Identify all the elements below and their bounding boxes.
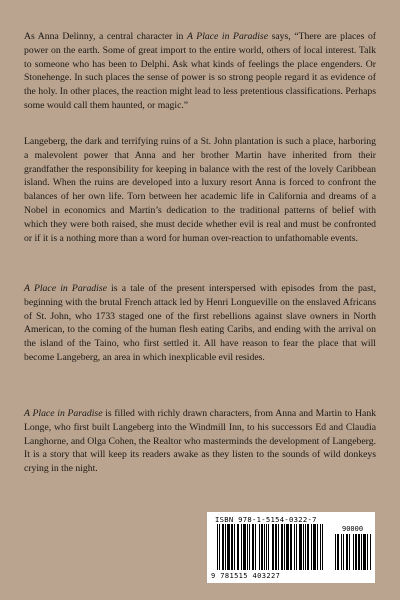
barcode-bar [353, 534, 354, 570]
barcode-bar [305, 524, 306, 570]
barcode-bar [255, 524, 256, 570]
barcode-bar [234, 524, 235, 570]
blurb-text: Langeberg, the dark and terrifying ruins of a St. John plantation is such a place, harboring a malevolent power that Anna and her brother Martin have inherited from their grandfather the responsibility for keeping in balance with the rest of the lovely Caribbean island. When the ruins are developed into a luxury resort Anna is forced to confront the balances of her own life. Torn between her academic life in California and dreams of a Nobel in economics and Martin’s dedication to the traditional patterns of belief with which they were both raised, she must decide whether evil is real and must be confronted or if it is a nothing more than a word for human over-reaction to unfathomable events. [24, 136, 376, 244]
book-title-italic: A Place in Paradise [24, 408, 103, 419]
barcode-bar [268, 524, 269, 570]
barcode-bar [337, 534, 339, 570]
barcode-bar [355, 534, 357, 570]
barcode-bar [227, 524, 230, 570]
blurb-paragraph-4 [24, 407, 376, 476]
barcode-bar [290, 524, 292, 570]
barcode-bar [335, 534, 336, 570]
barcode-bar [367, 534, 368, 570]
barcode-bar [343, 534, 344, 570]
barcode-bar [346, 534, 348, 570]
ean-digits: 9 781515 403227 [211, 572, 281, 580]
barcode-bar [303, 524, 304, 570]
barcode-bar [241, 524, 242, 570]
barcode-bar [286, 524, 289, 570]
barcode-bar [217, 524, 218, 570]
barcode-bar [225, 524, 226, 570]
barcode-bar [349, 534, 350, 570]
barcode-bar [264, 524, 265, 570]
barcode-bar [361, 534, 362, 570]
barcode-bar [219, 524, 220, 570]
isbn-barcode [207, 512, 375, 583]
barcode-bar [307, 524, 309, 570]
blurb-paragraph-2 [24, 135, 376, 245]
barcode-bar [231, 524, 233, 570]
blurb-text: says, “There are places of power on the earth. Some of great import to the entire world, others of local interest. Talk to someone who has been to Delphi. Ask what kinds of feelings the place engenders. Or Stonehenge. In such places the sense of power is so strong people regard it as evidence of the holy. In other places, the reaction might lead to less pretentious classifications. Perhaps some would call them haunted, or magic.” [24, 31, 377, 111]
barcode-bar [266, 524, 267, 570]
book-title-italic: A Place in Paradise [186, 31, 269, 42]
barcode-bar [272, 524, 274, 570]
barcode-bar [322, 524, 323, 570]
barcode-bar [341, 534, 342, 570]
barcode-bar [284, 524, 285, 570]
blurb-paragraph-3 [24, 282, 376, 365]
barcode-bar [281, 524, 283, 570]
barcode-bar [358, 534, 360, 570]
barcode-bar [294, 524, 295, 570]
barcode-bar [261, 524, 263, 570]
barcode-bar [278, 524, 279, 570]
barcode-bar [247, 524, 248, 570]
barcode-bar [370, 534, 371, 570]
barcode-bar [259, 524, 260, 570]
barcode-bar [311, 524, 312, 570]
barcode-bar [252, 524, 254, 570]
price-code: 90000 [342, 525, 364, 533]
blurb-paragraph-1 [24, 30, 376, 113]
blurb-text: is a tale of the present interspersed with episodes from the past, beginning with the brutal French attack led by Henri Longueville on the enslaved Africans of St. John, who 1733 staged one of the first rebellions against slave owners in North American, to the coming of the human flesh eating Caribs, and ending with the arrival on the island of the Taino, who first settled it. All have reason to fear the place that will become Langeberg, an area in which inexplicable evil resides. [24, 283, 376, 363]
barcode-bar [222, 524, 224, 570]
barcode-bar [249, 524, 250, 570]
barcode-bar [275, 524, 277, 570]
barcode-bar [243, 524, 246, 570]
barcode-bar [313, 524, 316, 570]
book-title-italic: A Place in Paradise [24, 283, 107, 294]
blurb-text: is filled with richly drawn characters, from Anna and Martin to Hank Longe, who first built Langeberg into the Windmill Inn, to his successors Ed and Claudia Langhorne, and Olga Cohen, the Realtor who masterminds the development of Langeberg. It is a story that will keep its readers awake as they listen to the sounds of wild donkeys crying in the night. [24, 408, 377, 475]
blurb-text: As Anna Delinny, a central character in [24, 31, 187, 42]
barcode-bar [320, 524, 321, 570]
isbn-label: ISBN 978-1-5154-0322-7 [215, 515, 317, 524]
barcode-bar [237, 524, 239, 570]
barcode-bar [317, 524, 318, 570]
barcode-bar [363, 534, 366, 570]
barcode-bar [296, 524, 297, 570]
barcode-bar [299, 524, 302, 570]
